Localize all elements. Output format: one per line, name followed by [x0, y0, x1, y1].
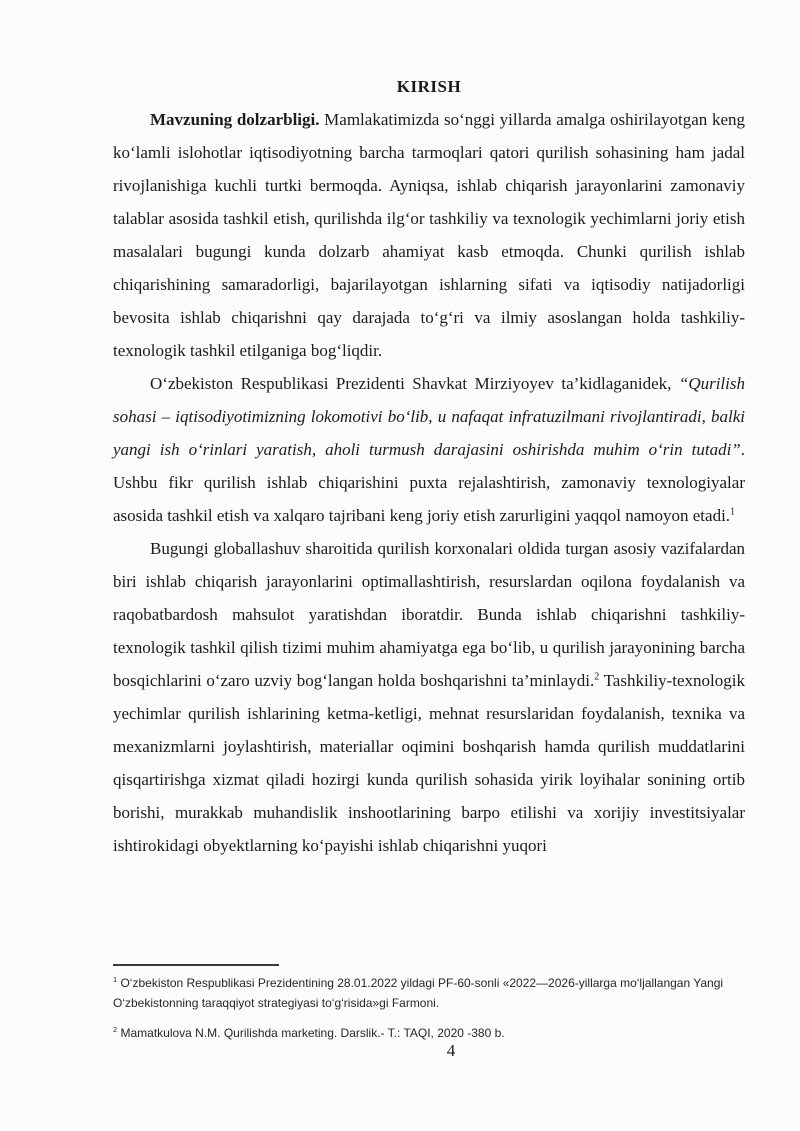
- footnote-ref: 2: [594, 671, 600, 683]
- page-content: [113, 70, 745, 862]
- text-segment: . Ushbu fikr qurilish ishlab chiqarishini puxta rejalashtirish, zamonaviy texnologiyalar asosida tashkil etish va xalqaro tajribani keng joriy etish zarurligini yaqqol namoyon etadi.: [113, 440, 745, 525]
- footnote-text: Mamatkulova N.M. Qurilishda marketing. Darslik.- T.: TAQI, 2020 -380 b.: [117, 1026, 505, 1040]
- footnote-text: O‘zbekiston Respublikasi Prezidentining 28.01.2022 yildagi PF-60-sonli «2022—2026-yillarga mo‘ljallangan Yangi O‘zbekistonning taraqqiyot strategiyasi to‘g‘risida»gi Farmoni.: [113, 976, 724, 1010]
- page-title: KIRISH: [396, 77, 462, 96]
- paragraph: [113, 532, 745, 862]
- text-segment: Tashkiliy-texnologik yechimlar qurilish ishlarining ketma-ketligi, mehnat resurslaridan foydalanish, texnika va mexanizmlarni joylashtirish, materiallar oqimini boshqarish hamda qurilish muddatlarini qisqartirishga xizmat qiladi hozirgi kunda qurilish sohasida yirik loyihalar sonining ortib borishi, murakkab muhandislik inshootlarining barpo etilishi va xorijiy investitsiyalar ishtirokidagi obyektlarning ko‘payishi ishlab chiqarishni yuqori: [113, 671, 745, 855]
- paragraph: [113, 367, 745, 532]
- text-segment: “Qurilish sohasi – iqtisodiyotimizning lokomotivi bo‘lib, u nafaqat infratuzilmani rivojlantiradi, balki yangi ish o‘rinlari yaratish, aholi turmush darajasini oshirishda muhim o‘rin tutadi”: [113, 374, 745, 459]
- footnote-separator: [113, 964, 279, 966]
- paragraphs: [113, 103, 745, 862]
- footnote: [113, 973, 749, 1013]
- footnotes: [113, 973, 749, 1043]
- footnote-marker: 1: [113, 975, 118, 984]
- text-segment: O‘zbekiston Respublikasi Prezidenti Shavkat Mirziyoyev ta’kidlaganidek,: [150, 374, 679, 393]
- page-number: 4: [446, 1041, 456, 1060]
- text-segment: Mavzuning dolzarbligi.: [150, 110, 320, 129]
- footnote-area: [113, 964, 749, 1043]
- paragraph: [113, 103, 745, 367]
- footnote: [113, 1023, 749, 1043]
- footnote-ref: 1: [730, 506, 736, 518]
- text-segment: Mamlakatimizda so‘nggi yillarda amalga oshirilayotgan keng ko‘lamli islohotlar iqtisodiyotning barcha tarmoqlari qatori qurilish sohasining ham jadal rivojlanishiga kuchli turtki bermoqda. Ayniqsa, ishlab chiqarish jarayonlarini zamonaviy talablar asosida tashkil etish, qurilishda ilg‘or tashkiliy va texnologik yechimlarni joriy etish masalalari bugungi kunda dolzarb ahamiyat kasb etmoqda. Chunki qurilish ishlab chiqarishining samaradorligi, bajarilayotgan ishlarning sifati va iqtisodiy natijadorligi bevosita ishlab chiqarishni qay darajada to‘g‘ri va ilmiy asoslangan holda tashkiliy-texnologik tashkil etilganiga bog‘liqdir.: [113, 110, 745, 360]
- footnote-marker: 2: [113, 1025, 118, 1034]
- text-segment: Bugungi globallashuv sharoitida qurilish korxonalari oldida turgan asosiy vazifalardan biri ishlab chiqarish jarayonlarini optimallashtirish, resurslardan oqilona foydalanish va raqobatbardosh mahsulot yaratishdan iboratdir. Bunda ishlab chiqarishni tashkiliy-texnologik tashkil qilish tizimi muhim ahamiyatga ega bo‘lib, u qurilish jarayonining barcha bosqichlarini o‘zaro uzviy bog‘langan holda boshqarishni ta’minlaydi.: [113, 539, 745, 690]
